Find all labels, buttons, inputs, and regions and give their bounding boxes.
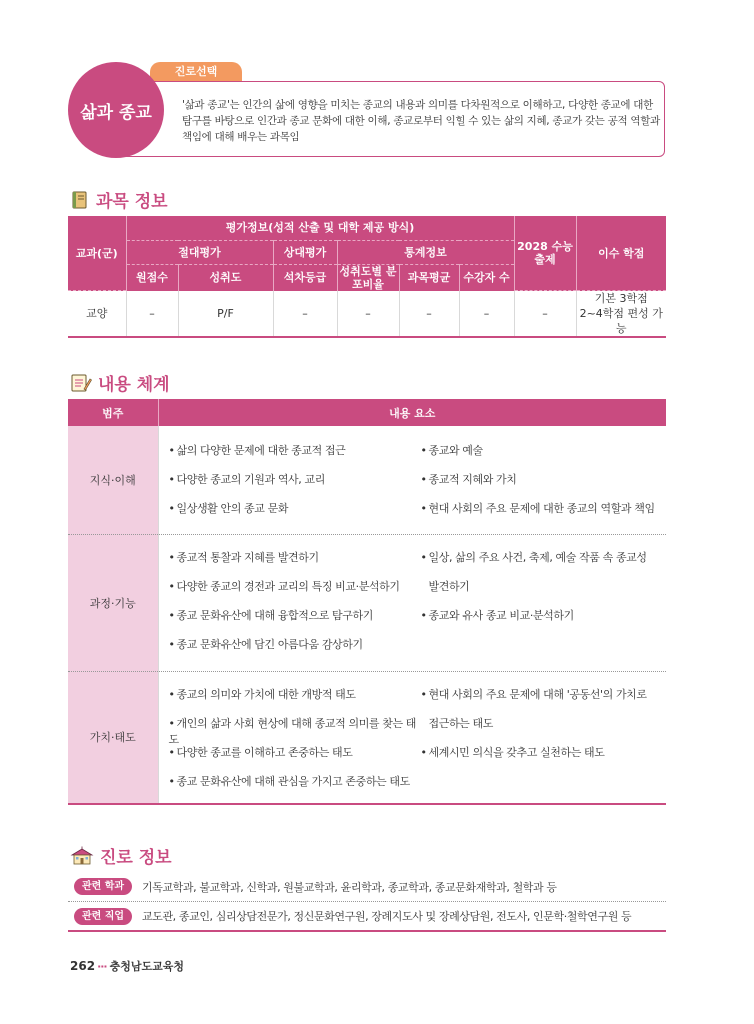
- evaluation-table: [68, 216, 666, 338]
- page-number: 262: [70, 959, 96, 973]
- header-credits: 이수 학점: [576, 216, 666, 291]
- list-item: • 종교 문화유산에 담긴 아름다움 감상하기: [168, 637, 363, 651]
- career-info-heading: [70, 843, 172, 868]
- list-item: • 종교와 예술: [420, 444, 483, 457]
- header-elements: 내용 요소: [158, 399, 666, 426]
- subject-title: 삶과 종교: [68, 62, 164, 158]
- category-process: 과정·기능: [68, 534, 158, 671]
- cell-credits: [576, 291, 666, 338]
- list-item: • 종교 문화유산에 대해 융합적으로 탐구하기: [168, 608, 373, 622]
- related-jobs-badge: 관련 직업: [74, 908, 132, 925]
- content-system-heading: [70, 370, 170, 395]
- header-stats: 통계정보: [337, 240, 514, 264]
- list-item: • 삶의 다양한 문제에 대한 종교적 접근: [168, 444, 346, 457]
- list-item: • 세계시민 의식을 갖추고 실천하는 태도: [420, 745, 605, 759]
- header-category: 범주: [68, 399, 158, 426]
- notepad-icon: [70, 373, 92, 393]
- related-jobs-row: [68, 902, 666, 932]
- subject-info-heading: [70, 187, 168, 212]
- subject-info-title: 과목 정보: [96, 192, 168, 212]
- table-row: [68, 426, 666, 534]
- list-item: • 일상, 삶의 주요 사건, 축제, 예술 작품 속 종교성: [420, 550, 647, 564]
- list-item: • 종교적 지혜와 가치: [420, 473, 517, 486]
- table-row: [68, 291, 666, 338]
- header-eval-info: 평가정보(성적 산출 및 대학 제공 방식): [126, 216, 514, 240]
- header-distribution: 성취도별 분포비율: [337, 264, 399, 291]
- cell-csat: –: [514, 291, 576, 338]
- header-absolute: 절대평가: [126, 240, 273, 264]
- header-csat: 2028 수능 출제: [514, 216, 576, 291]
- footer-dots: ···: [97, 959, 107, 973]
- list-item: • 일상생활 안의 종교 문화: [168, 502, 289, 515]
- cell-raw-score: –: [126, 291, 178, 338]
- footer-organization: 충청남도교육청: [109, 960, 184, 973]
- content-system-table: [68, 399, 666, 805]
- header-students: 수강자 수: [459, 264, 514, 291]
- school-icon: [70, 846, 94, 866]
- list-item: • 개인의 삶과 사회 현상에 대해 종교적 의미를 찾는 태도: [168, 716, 417, 746]
- list-item: • 다양한 종교의 기원과 역사, 교리: [168, 473, 325, 486]
- header-group: 교과(군): [68, 216, 126, 291]
- related-departments-text: 기독교학과, 불교학과, 신학과, 원불교학과, 윤리학과, 종교학과, 종교문화재학과, 철학과 등: [142, 880, 557, 894]
- table-row: [68, 534, 666, 671]
- list-item: • 종교 문화유산에 대해 관심을 가지고 존중하는 태도: [168, 774, 410, 788]
- related-jobs-text: 교도관, 종교인, 심리상담전문가, 정신문화연구원, 장례지도사 및 장례상담원, 전도사, 인문학·철학연구원 등: [142, 910, 632, 923]
- credits-line-2: 2~4학점 편성 가능: [579, 307, 663, 335]
- page-footer: [70, 958, 184, 974]
- cell-rank-grade: –: [273, 291, 337, 338]
- related-departments-row: [68, 872, 666, 902]
- course-type-tag: 진로선택: [150, 62, 242, 82]
- subject-description: '삶과 종교'는 인간의 삶에 영향을 미치는 종교의 내용과 의미를 다차원적으로 이해하고, 다양한 종교에 대한 탐구를 바탕으로 인간과 종교 문화에 대한 이해, 종교로부터 익힐 수 있는 삶의 지혜, 종교가 갖는 공적 역할과 책임에 대해 배우는 과목임: [182, 99, 660, 143]
- list-item: • 종교적 통찰과 지혜를 발견하기: [168, 550, 319, 564]
- book-icon: [70, 190, 90, 210]
- content-system-title: 내용 체계: [98, 375, 170, 395]
- cell-achievement: P/F: [178, 291, 273, 338]
- category-values: 가치·태도: [68, 671, 158, 804]
- list-item: • 종교와 유사 종교 비교·분석하기: [420, 608, 574, 622]
- cell-mean: –: [399, 291, 459, 338]
- header-relative: 상대평가: [273, 240, 337, 264]
- list-item-continuation: 접근하는 태도: [428, 716, 493, 730]
- cell-distribution: –: [337, 291, 399, 338]
- list-item: • 다양한 종교를 이해하고 존중하는 태도: [168, 745, 353, 759]
- table-row: [68, 671, 666, 804]
- cell-group: 교양: [68, 291, 126, 338]
- header-achievement: 성취도: [178, 264, 273, 291]
- list-item: • 다양한 종교의 경전과 교리의 특징 비교·분석하기: [168, 579, 400, 593]
- header-rank-grade: 석차등급: [273, 264, 337, 291]
- credits-line-1: 기본 3학점: [594, 292, 648, 305]
- list-item: • 종교의 의미와 가치에 대한 개방적 태도: [168, 687, 356, 701]
- category-knowledge: 지식·이해: [68, 426, 158, 534]
- related-departments-badge: 관련 학과: [74, 878, 132, 895]
- career-info-title: 진로 정보: [100, 848, 172, 868]
- header-raw-score: 원점수: [126, 264, 178, 291]
- header-mean: 과목평균: [399, 264, 459, 291]
- list-item: • 현대 사회의 주요 문제에 대해 '공동선'의 가치로: [420, 687, 647, 701]
- cell-students: –: [459, 291, 514, 338]
- list-item-continuation: 발견하기: [428, 579, 470, 593]
- list-item: • 현대 사회의 주요 문제에 대한 종교의 역할과 책임: [420, 502, 655, 515]
